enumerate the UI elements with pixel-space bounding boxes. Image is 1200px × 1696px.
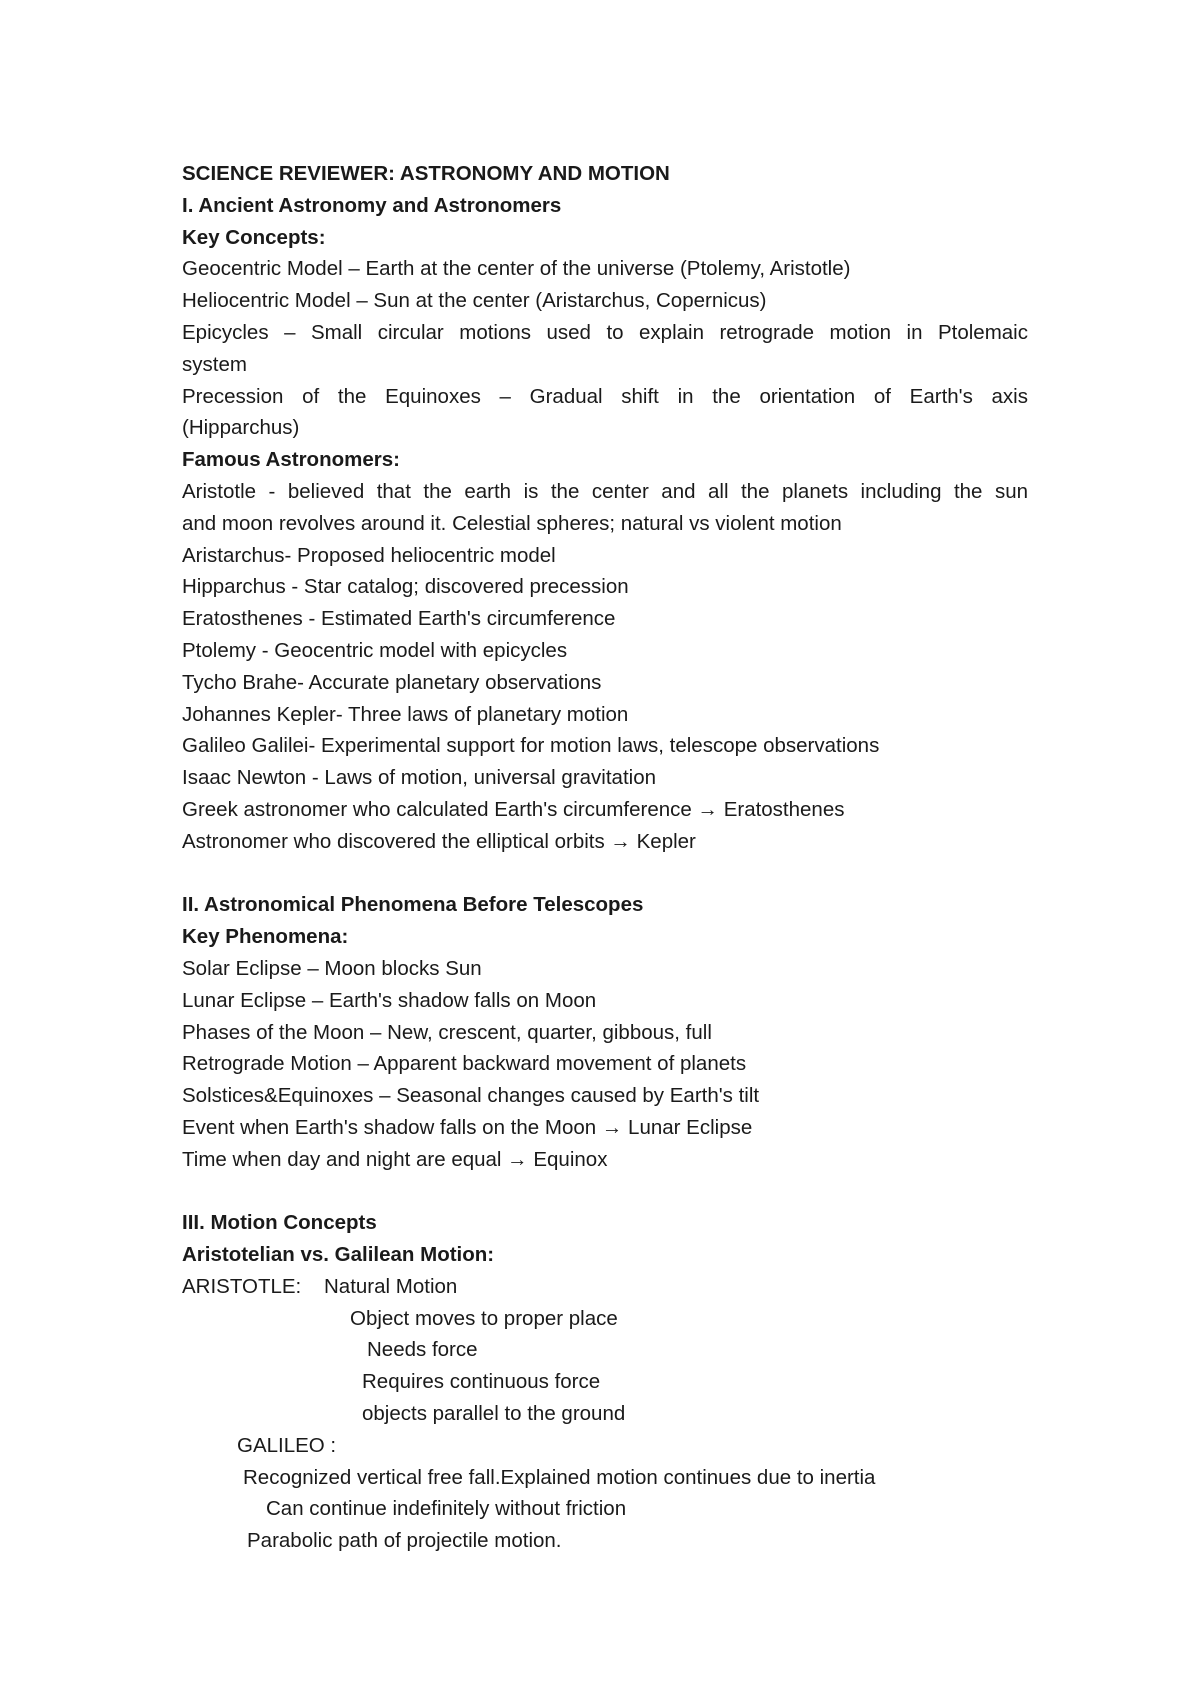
phenomenon-lunar-eclipse: Lunar Eclipse – Earth's shadow falls on Moon: [182, 988, 597, 1012]
qa-lunar-eclipse: Event when Earth's shadow falls on the Moon → Lunar Eclipse: [182, 1115, 753, 1139]
section-spacer: [182, 858, 1028, 890]
astronomer-newton: Isaac Newton - Laws of motion, universal gravitation: [182, 766, 657, 790]
aristotle-item: objects parallel to the ground: [362, 1402, 626, 1426]
astronomer-hipparchus: Hipparchus - Star catalog; discovered precession: [182, 575, 629, 599]
motion-subheading: Aristotelian vs. Galilean Motion:: [182, 1243, 495, 1267]
galileo-item: Parabolic path of projectile motion.: [247, 1529, 562, 1553]
phenomenon-moon-phases: Phases of the Moon – New, crescent, quarter, gibbous, full: [182, 1020, 712, 1044]
astronomer-tycho-brahe: Tycho Brahe- Accurate planetary observations: [182, 670, 602, 694]
aristotle-natural-motion: Natural Motion: [324, 1274, 458, 1298]
astronomer-ptolemy: Ptolemy - Geocentric model with epicycles: [182, 638, 568, 662]
section-2-heading: II. Astronomical Phenomena Before Telescopes: [182, 893, 644, 917]
galileo-item: Recognized vertical free fall.Explained motion continues due to inertia: [243, 1465, 876, 1489]
aristotle-label: ARISTOTLE:: [182, 1274, 302, 1298]
qa-circumference: Greek astronomer who calculated Earth's circumference → Eratosthenes: [182, 797, 845, 821]
astronomer-aristotle-line-1: Aristotle - believed that the earth is the center and all the planets including the sun: [182, 479, 1028, 503]
phenomenon-solar-eclipse: Solar Eclipse – Moon blocks Sun: [182, 956, 482, 980]
document-page: [182, 158, 1028, 1557]
section-3-heading: III. Motion Concepts: [182, 1211, 377, 1235]
concept-epicycles-line-2: system: [182, 352, 247, 376]
key-concepts-heading: Key Concepts:: [182, 225, 326, 249]
astronomer-aristarchus: Aristarchus- Proposed heliocentric model: [182, 543, 556, 567]
aristotle-item: Object moves to proper place: [350, 1306, 618, 1330]
astronomer-aristotle-line-2: and moon revolves around it. Celestial spheres; natural vs violent motion: [182, 511, 842, 535]
concept-precession-line-1: Precession of the Equinoxes – Gradual shift in the orientation of Earth's axis: [182, 384, 1028, 408]
qa-equinox: Time when day and night are equal → Equinox: [182, 1147, 608, 1171]
section-1-heading: I. Ancient Astronomy and Astronomers: [182, 193, 562, 217]
concept-geocentric: Geocentric Model – Earth at the center of the universe (Ptolemy, Aristotle): [182, 257, 851, 281]
concept-heliocentric: Heliocentric Model – Sun at the center (Aristarchus, Copernicus): [182, 289, 767, 313]
phenomenon-retrograde-motion: Retrograde Motion – Apparent backward movement of planets: [182, 1052, 747, 1076]
astronomer-galileo: Galileo Galilei- Experimental support for motion laws, telescope observations: [182, 734, 880, 758]
astronomer-eratosthenes: Eratosthenes - Estimated Earth's circumference: [182, 607, 616, 631]
aristotle-row: [182, 1271, 1028, 1303]
astronomer-kepler: Johannes Kepler- Three laws of planetary motion: [182, 702, 629, 726]
key-phenomena-heading: Key Phenomena:: [182, 925, 349, 949]
phenomenon-solstices-equinoxes: Solstices&Equinoxes – Seasonal changes caused by Earth's tilt: [182, 1084, 760, 1108]
aristotle-item: Requires continuous force: [362, 1370, 601, 1394]
famous-astronomers-heading: Famous Astronomers:: [182, 448, 400, 472]
section-spacer: [182, 1176, 1028, 1208]
aristotle-item: Needs force: [367, 1338, 478, 1362]
concept-precession-line-2: (Hipparchus): [182, 416, 300, 440]
galileo-item: Can continue indefinitely without friction: [266, 1497, 627, 1521]
document-title: SCIENCE REVIEWER: ASTRONOMY AND MOTION: [182, 162, 670, 185]
galileo-label: GALILEO :: [237, 1433, 337, 1457]
concept-epicycles-line-1: Epicycles – Small circular motions used to explain retrograde motion in Ptolemaic: [182, 320, 1028, 344]
qa-elliptical-orbits: Astronomer who discovered the elliptical orbits → Kepler: [182, 829, 696, 853]
